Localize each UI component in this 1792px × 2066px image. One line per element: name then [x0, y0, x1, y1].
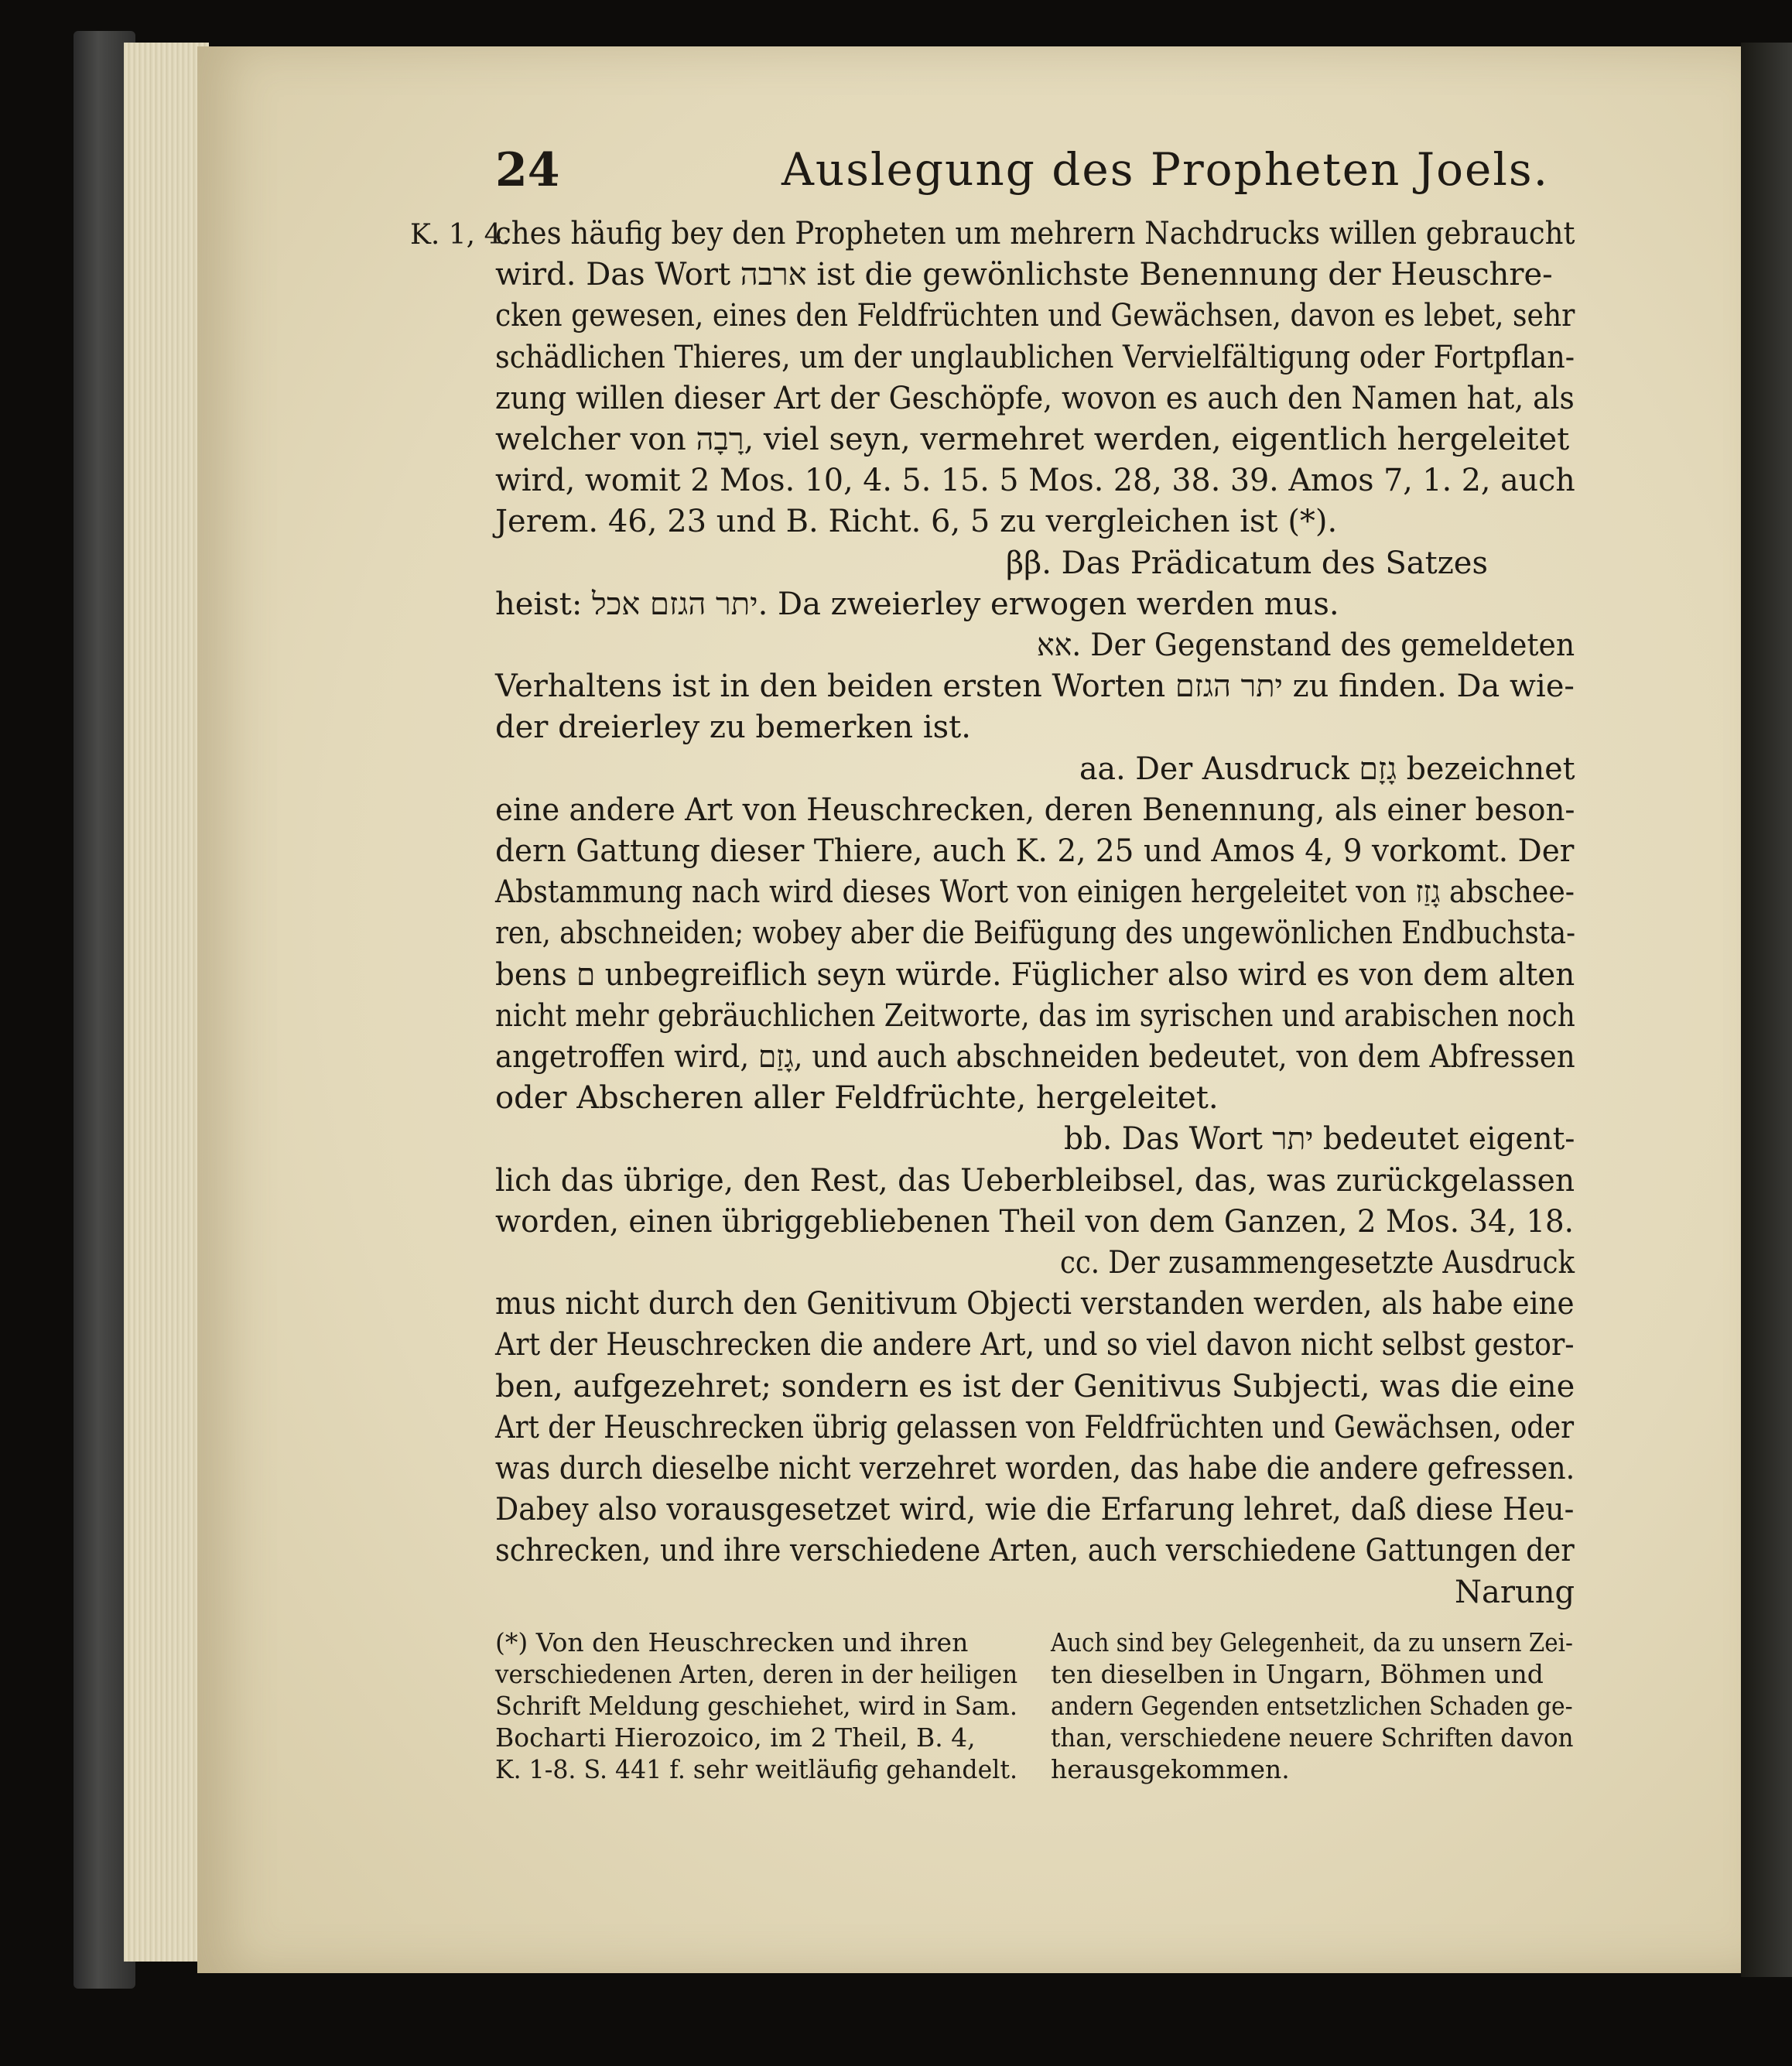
body-line: ββ. Das Prädicatum des Satzes [1006, 545, 1488, 581]
body-line: אא. Der Gegenstand des gemeldeten [1037, 628, 1575, 663]
body-line: Verhaltens ist in den beiden ersten Worten יתר הגזם zu finden. Da wie- [495, 669, 1575, 705]
footnote-line: ten dieselben in Ungarn, Böhmen und [1051, 1659, 1544, 1689]
body-line: was durch dieselbe nicht verzehret worden, das habe die andere gefressen. [495, 1451, 1575, 1486]
body-line: Art der Heuschrecken übrig gelassen von Feldfrüchten und Gewächsen, oder [495, 1409, 1575, 1445]
page-number: 24 [495, 143, 560, 197]
body-line: cken gewesen, eines den Feldfrüchten und Gewächsen, davon es lebet, sehr [495, 298, 1575, 334]
page-edges [124, 43, 209, 1962]
footnote-line: K. 1-8. S. 441 f. sehr weitläufig gehandelt. [495, 1754, 1018, 1784]
body-line: aa. Der Ausdruck גָזָם bezeichnet [1079, 751, 1575, 787]
body-line: mus nicht durch den Genitivum Objecti verstanden werden, als habe eine [495, 1286, 1575, 1322]
body-line: Jerem. 46, 23 und B. Richt. 6, 5 zu vergleichen ist (*). [495, 504, 1338, 540]
body-line: bb. Das Wort יתר bedeutet eigent- [1064, 1121, 1575, 1158]
body-line: angetroffen wird, גָזַם, und auch abschneiden bedeutet, von dem Abfressen [495, 1039, 1575, 1075]
body-line: ches häufig bey den Propheten um mehrern Nachdrucks willen gebraucht [495, 216, 1575, 251]
footnote-line: herausgekommen. [1051, 1754, 1290, 1784]
body-line: wird, womit 2 Mos. 10, 4. 5. 15. 5 Mos. 28, 38. 39. Amos 7, 1. 2, auch [495, 463, 1575, 499]
body-line: nicht mehr gebräuchlichen Zeitworte, das im syrischen und arabischen noch [495, 997, 1575, 1034]
footnote-line: andern Gegenden entsetzlichen Schaden ge- [1051, 1691, 1573, 1721]
body-line: wird. Das Wort ארבה ist die gewönlichste Benennung der Heuschre- [495, 257, 1553, 293]
body-line: ren, abschneiden; wobey aber die Beifügung des ungewönlichen Endbuchsta- [495, 915, 1576, 952]
body-line: bens ם unbegreiflich seyn würde. Füglicher also wird es von dem alten [495, 956, 1575, 993]
body-line: Narung [1455, 1574, 1575, 1610]
book-gutter [1741, 43, 1792, 1977]
body-line: lich das übrige, den Rest, das Ueberbleibsel, das, was zurückgelassen [495, 1162, 1575, 1199]
body-line: cc. Der zusammengesetzte Ausdruck [1060, 1245, 1575, 1281]
footnote-line: Schrift Meldung geschiehet, wird in Sam. [495, 1691, 1017, 1721]
body-line: schrecken, und ihre verschiedene Arten, auch verschiedene Gattungen der [495, 1533, 1575, 1569]
margin-reference: K. 1, 4. [410, 219, 511, 251]
body-line: oder Abscheren aller Feldfrüchte, hergeleitet. [495, 1080, 1219, 1117]
footnote-line: (*) Von den Heuschrecken und ihren [495, 1627, 969, 1657]
running-title: Auslegung des Propheten Joels. [781, 143, 1550, 196]
footnote-line: verschiedenen Arten, deren in der heiligen [495, 1659, 1018, 1689]
body-line: heist: יתר הגזם אכל. Da zweierley erwogen werden mus. [495, 586, 1339, 622]
footnote-line: Bocharti Hierozoico, im 2 Theil, B. 4, [495, 1722, 976, 1753]
body-line: zung willen dieser Art der Geschöpfe, wovon es auch den Namen hat, als [495, 380, 1575, 416]
body-line: worden, einen übriggebliebenen Theil von dem Ganzen, 2 Mos. 34, 18. [495, 1203, 1574, 1240]
body-line: Art der Heuschrecken die andere Art, und so viel davon nicht selbst gestor- [495, 1327, 1575, 1363]
body-line: Dabey also vorausgesetzet wird, wie die Erfarung lehret, daß diese Heu- [495, 1492, 1575, 1528]
body-line: eine andere Art von Heuschrecken, deren Benennung, als einer beson- [495, 792, 1575, 828]
body-line: Abstammung nach wird dieses Wort von einigen hergeleitet von גָזַז abschee- [495, 874, 1575, 911]
body-line: welcher von רָבָה, viel seyn, vermehret werden, eigentlich hergeleitet [495, 422, 1570, 457]
body-line: dern Gattung dieser Thiere, auch K. 2, 25 und Amos 4, 9 vorkomt. Der [495, 833, 1575, 869]
body-line: ben, aufgezehret; sondern es ist der Genitivus Subjecti, was die eine [495, 1368, 1575, 1404]
body-line: der dreierley zu bemerken ist. [495, 710, 971, 746]
body-line: schädlichen Thieres, um der unglaublichen Vervielfältigung oder Fortpflan- [495, 339, 1575, 375]
footnote-line: than, verschiedene neuere Schriften davon [1051, 1722, 1574, 1753]
footnote-line: Auch sind bey Gelegenheit, da zu unsern Zei- [1051, 1627, 1573, 1657]
